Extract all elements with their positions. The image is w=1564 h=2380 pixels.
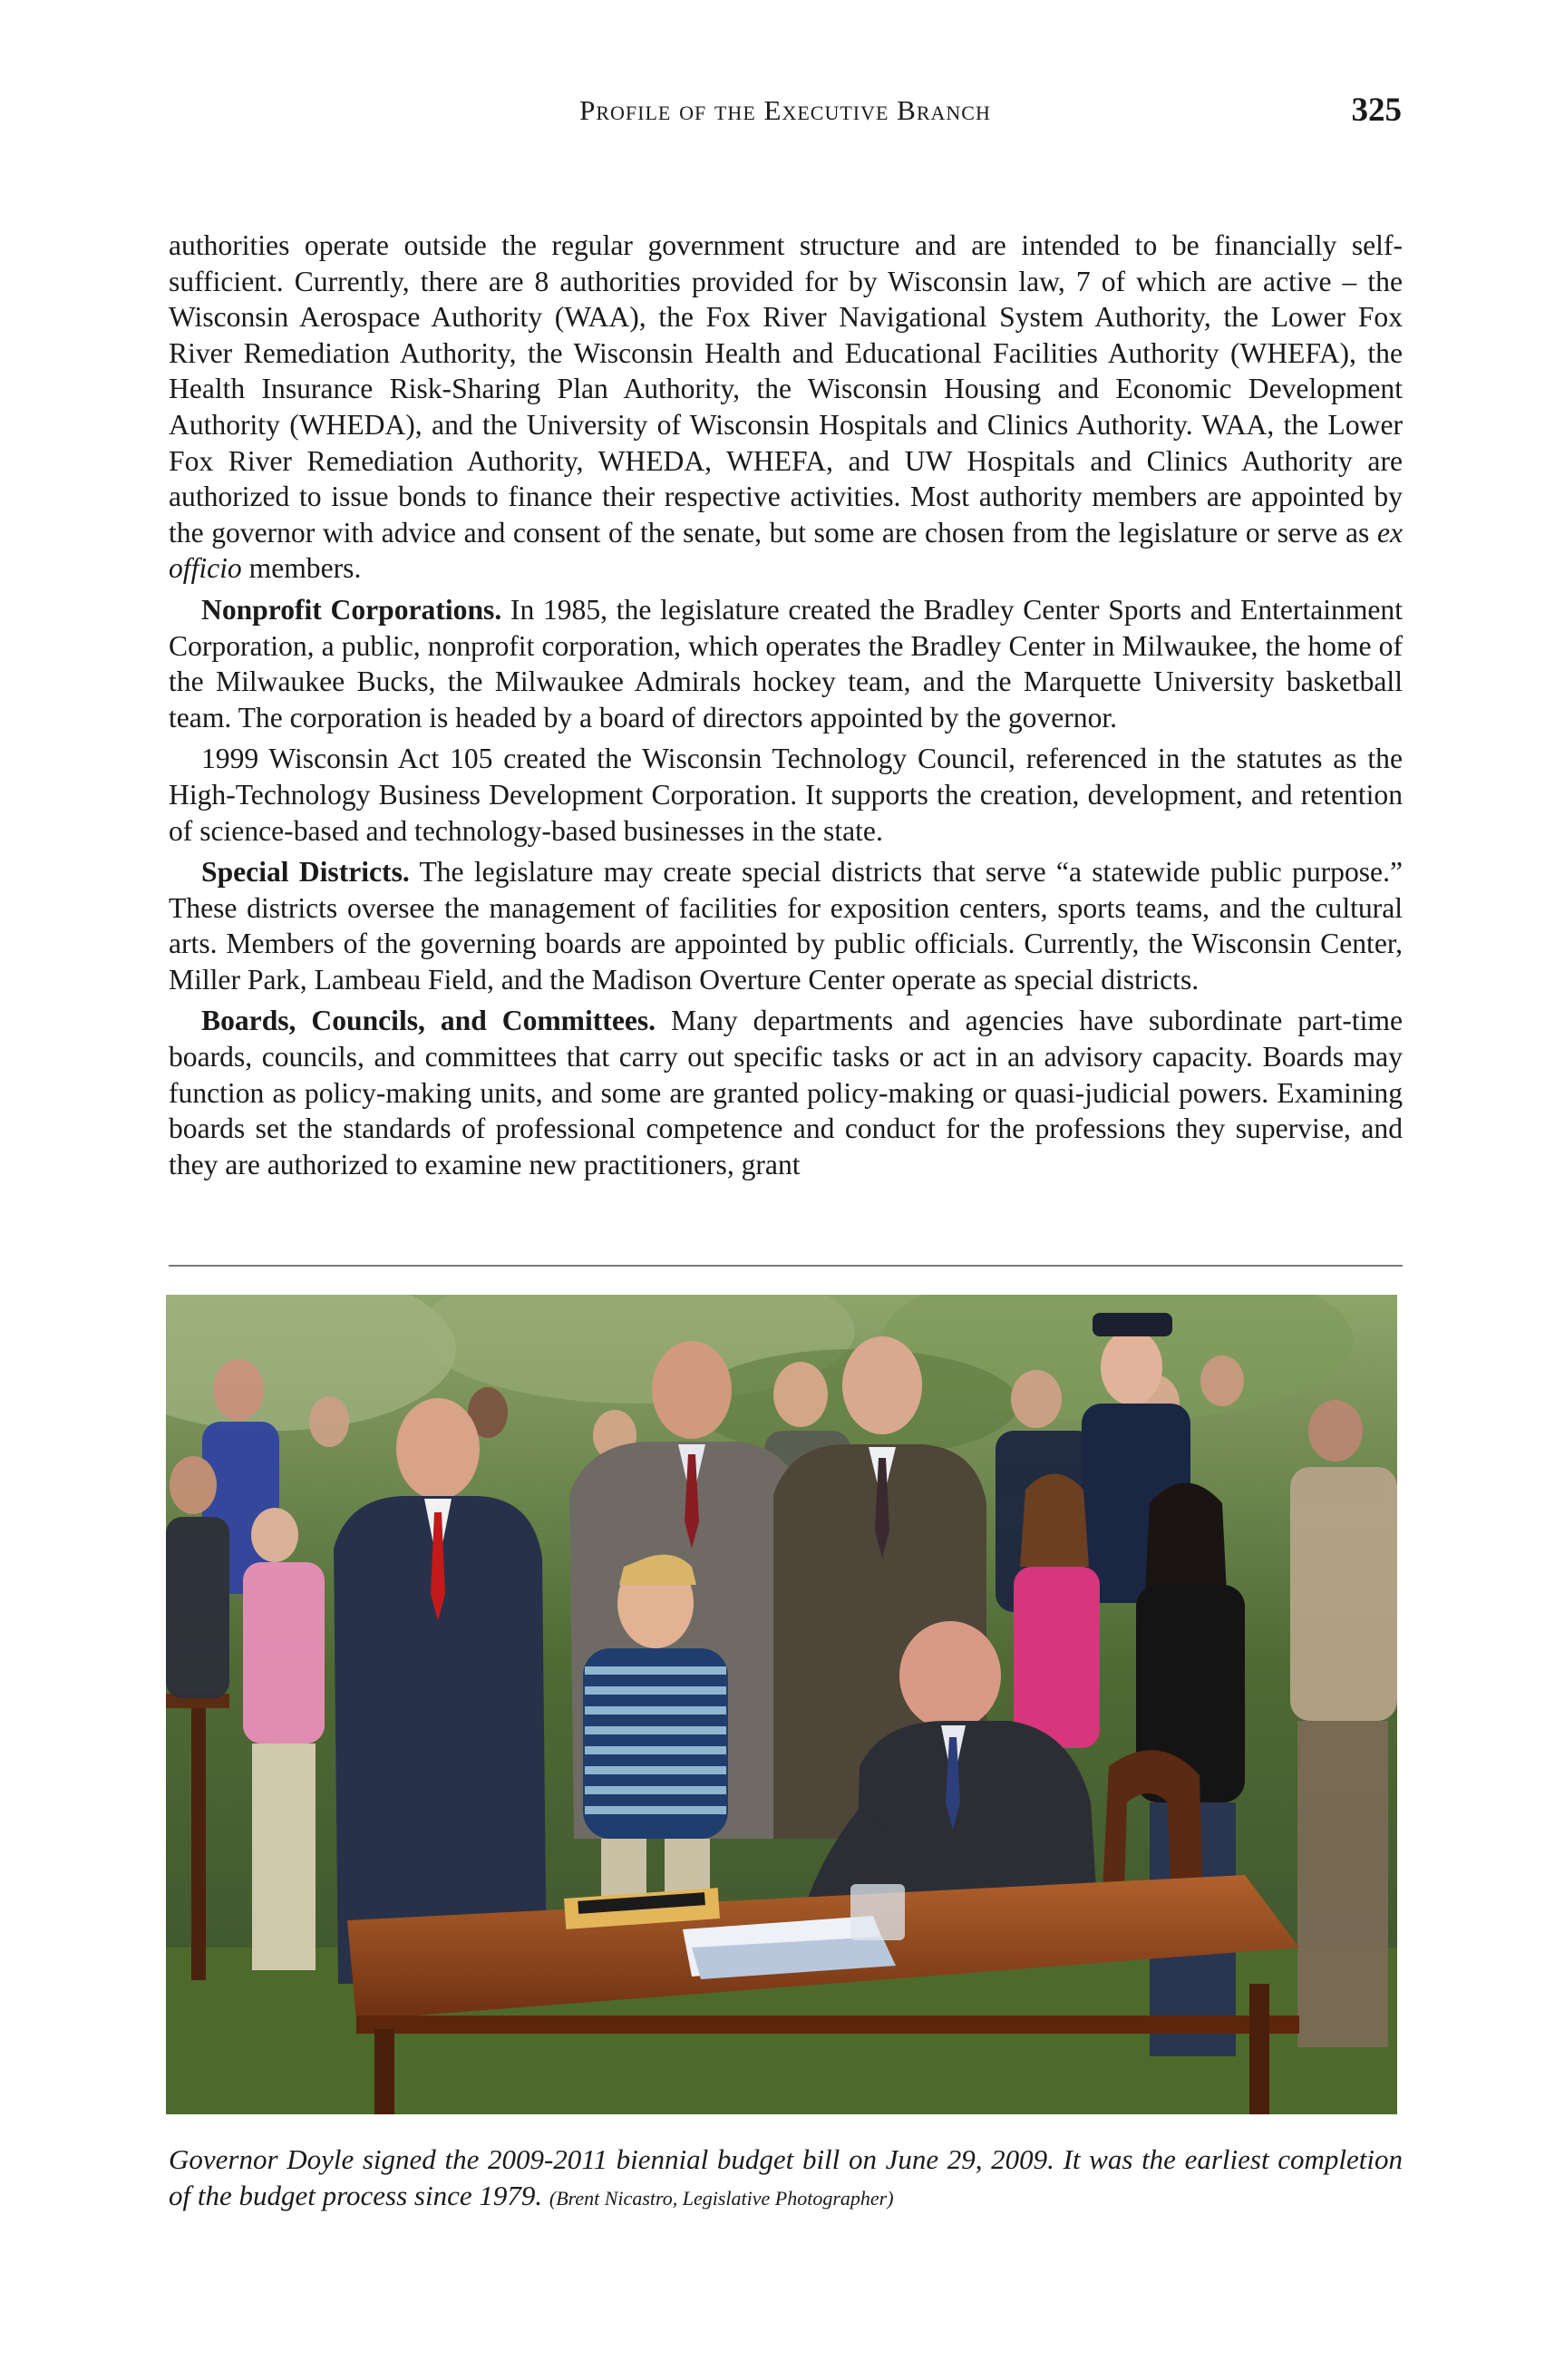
caption-text: Governor Doyle signed the 2009-2011 biennial budget bill on June 29, 2009. It was the earliest completion of the budget process since 1979. [169, 2143, 1403, 2211]
photo-illustration [166, 1295, 1397, 2114]
section-divider [169, 1265, 1403, 1267]
paragraph-text: Many departments and agencies have subordinate part-time boards, councils, and committees that carry out specific tasks or act in an advisory capacity. Boards may function as policy-making units, and some are granted policy-making or quasi-judicial powers. Examining boards set the standards of professional competence and conduct for the professions they supervise, and they are authorized to examine new practitioners, grant [169, 1005, 1403, 1180]
italic-term: ex officio [169, 516, 1403, 585]
photo-caption [169, 2142, 1403, 2217]
paragraph-text: members. [241, 552, 362, 585]
bill-signing-photo [166, 1295, 1397, 2114]
paragraph-technology-council [169, 741, 1403, 849]
paragraph-boards-councils [169, 1003, 1403, 1182]
paragraph-special-districts [169, 854, 1403, 997]
paragraph-nonprofit-corporations [169, 592, 1403, 735]
paragraph-text: The legislature may create special districts that serve “a statewide public purpose.” These districts oversee the management of facilities for exposition centers, sports teams, and the cultural arts. Members of the governing boards are appointed by public officials. Currently, the Wisconsin Center, Miller Park, Lambeau Field, and the Madison Overture Center operate as special districts. [169, 856, 1404, 996]
page-header [169, 94, 1402, 138]
photo-credit: (Brent Nicastro, Legislative Photographer) [549, 2187, 894, 2210]
page-number: 325 [1351, 92, 1402, 129]
running-title: Profile of the Executive Branch [579, 94, 991, 126]
paragraph-text: 1999 Wisconsin Act 105 created the Wisconsin Technology Council, referenced in the statutes as the High-Technology Business Development Corporation. It supports the creation, development, and retention of science-based and technology-based businesses in the state. [169, 743, 1403, 847]
paragraph-authorities [169, 228, 1403, 587]
body-text [169, 228, 1403, 1182]
paragraph-text: In 1985, the legislature created the Bradley Center Sports and Entertainment Corporation, a public, nonprofit corporation, which operates the Bradley Center in Milwaukee, the home of the Milwaukee Bucks, the Milwaukee Admirals hockey team, and the Marquette University basketball team. The corporation is headed by a board of directors appointed by the governor. [169, 593, 1403, 733]
paragraph-text: authorities operate outside the regular government structure and are intended to be financially self-sufficient. Currently, there are 8 authorities provided for by Wisconsin law, 7 of which are active – the Wisconsin Aerospace Authority (WAA), the Fox River Navigational System Authority, the Lower Fox River Remediation Authority, the Wisconsin Health and Educational Facilities Authority (WHEFA), the Health Insurance Risk-Sharing Plan Authority, the Wisconsin Housing and Economic Development Authority (WHEDA), and the University of Wisconsin Hospitals and Clinics Authority. WAA, the Lower Fox River Remediation Authority, WHEDA, WHEFA, and UW Hospitals and Clinics Authority are authorized to issue bonds to finance their respective activities. Most authority members are appointed by the governor with advice and consent of the senate, but some are chosen from the legislature or serve as [169, 229, 1403, 549]
section-heading: Boards, Councils, and Committees. [201, 1005, 656, 1037]
section-heading: Nonprofit Corporations. [201, 593, 502, 626]
section-heading: Special Districts. [201, 856, 410, 889]
